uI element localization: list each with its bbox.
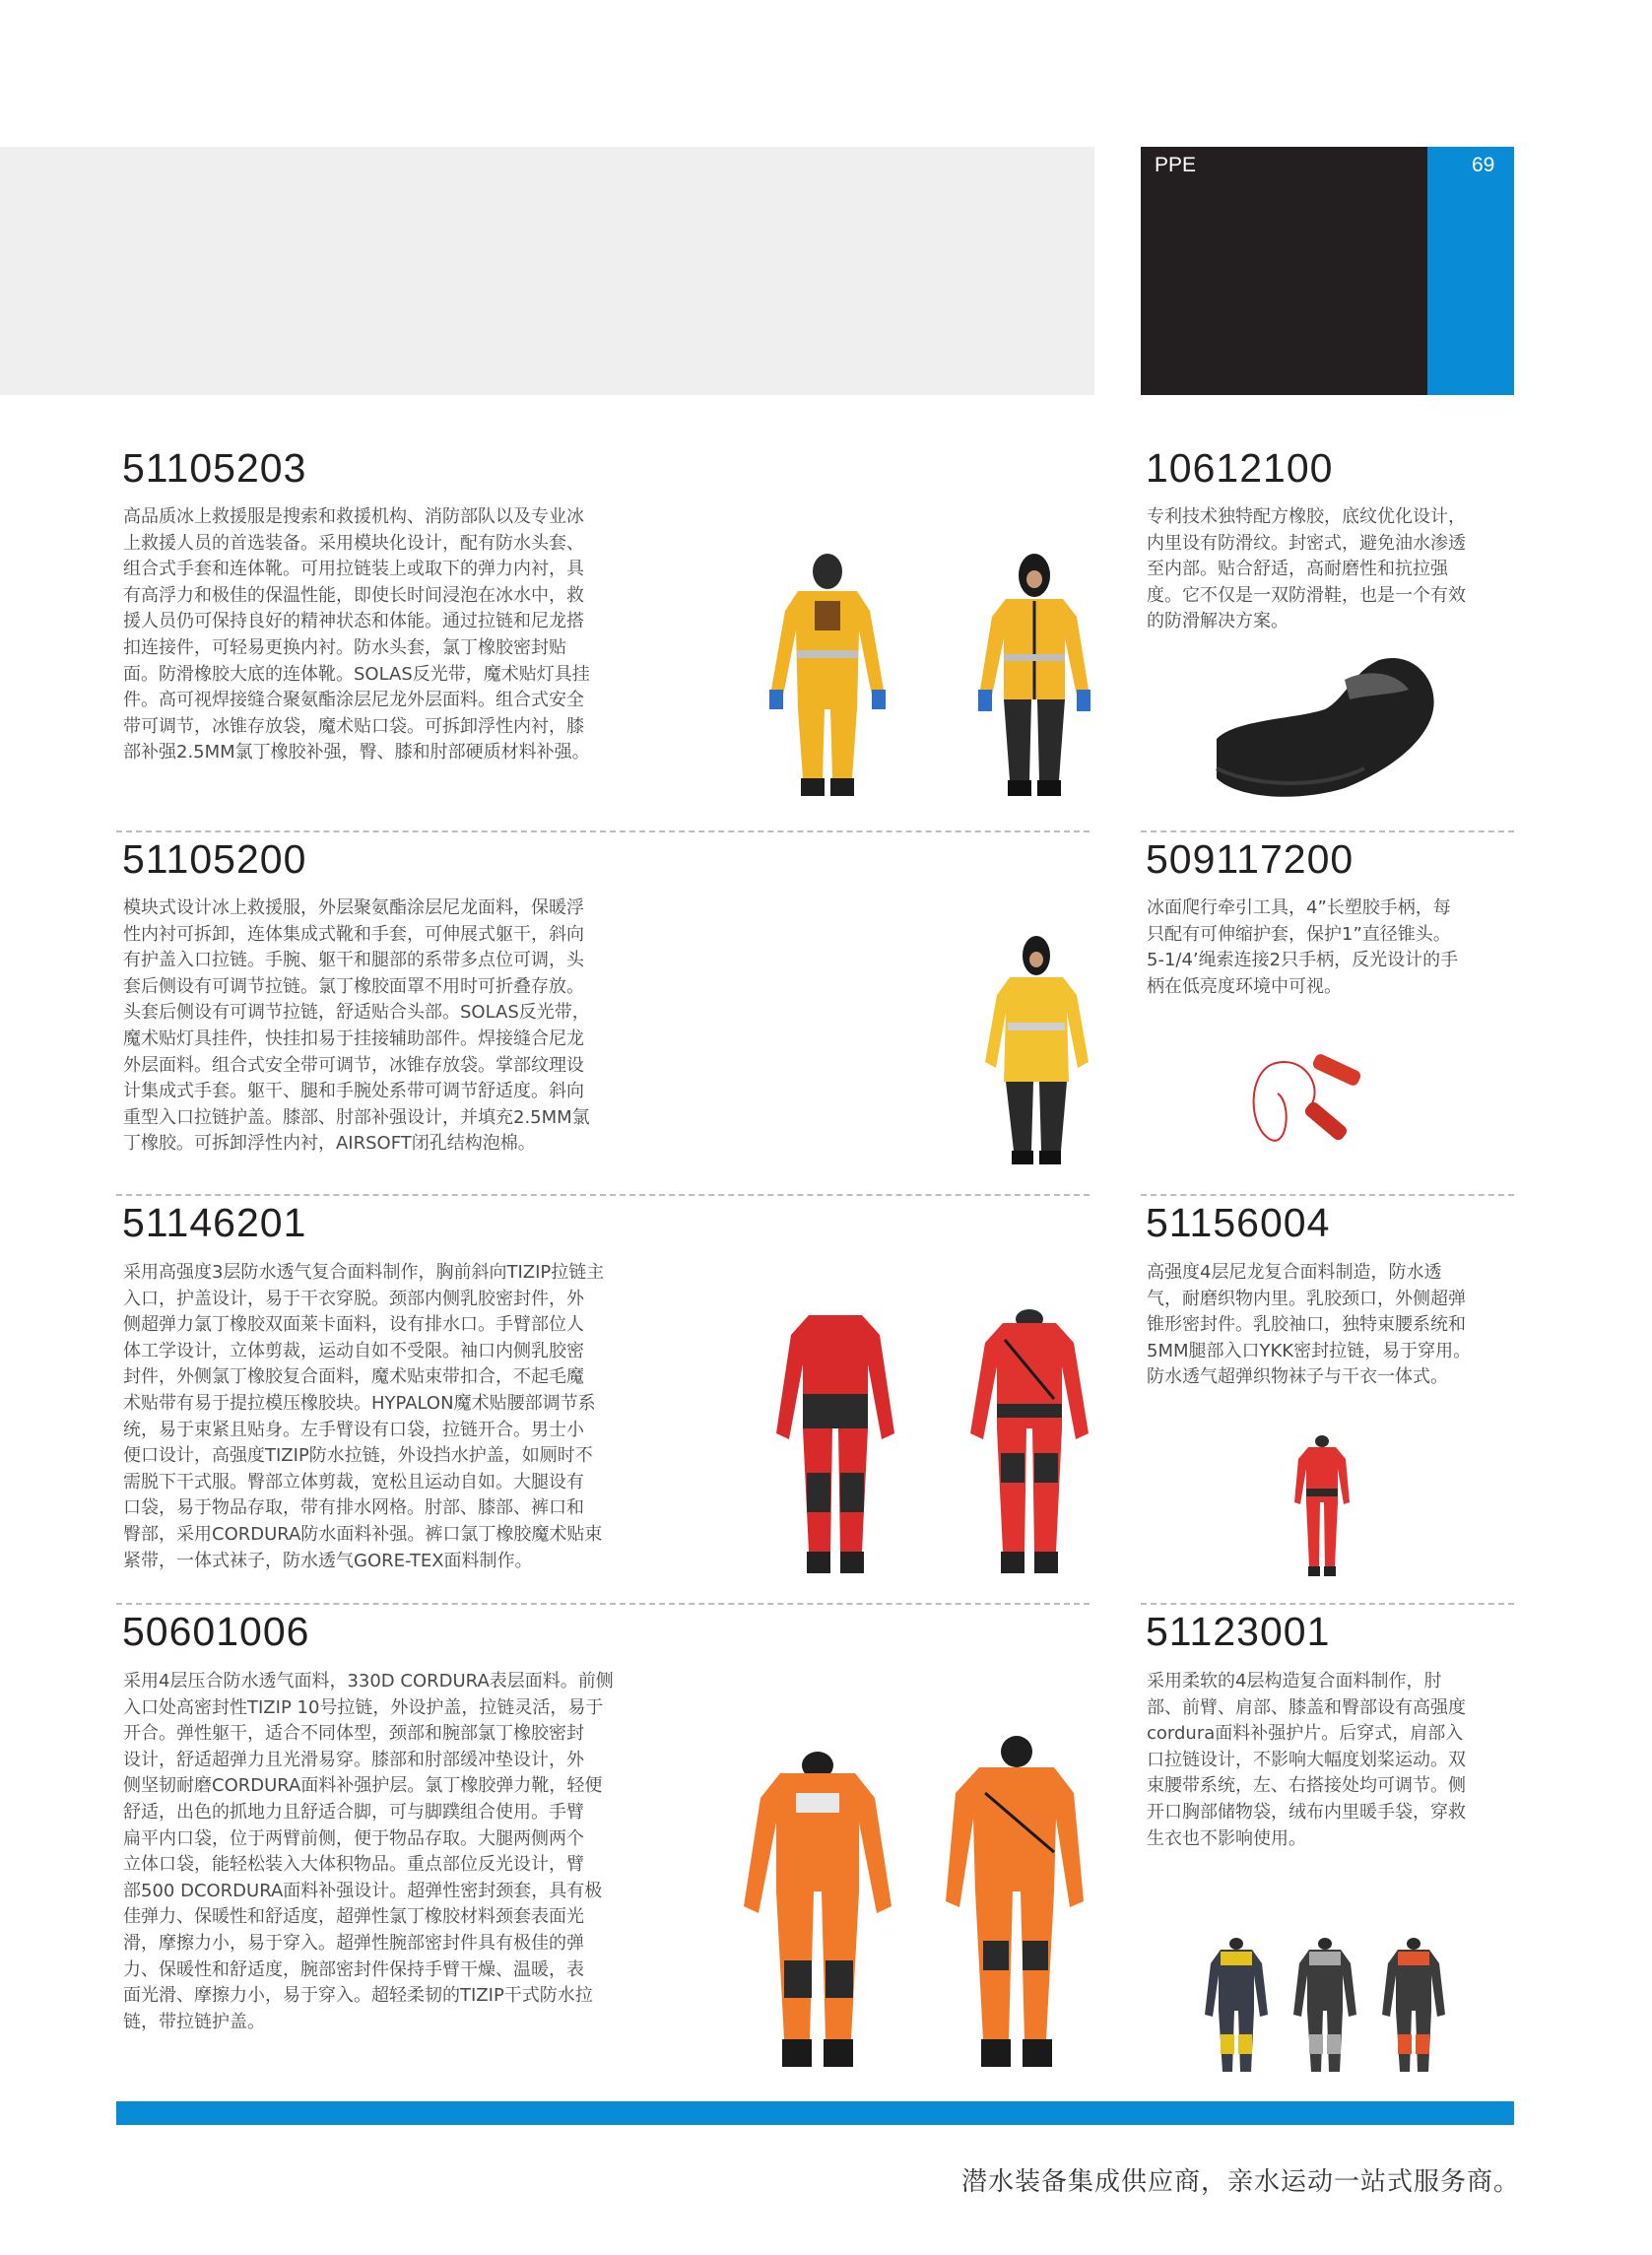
divider	[116, 830, 1090, 832]
description-line: 面。防滑橡胶大底的连体靴。SOLAS反光带，魔术贴灯具挂	[123, 663, 590, 685]
divider	[1141, 830, 1514, 832]
description-line: 防水透气超弹织物袜子与干衣一体式。	[1147, 1366, 1448, 1388]
description-line: 组合式手套和连体靴。可用拉链装上或取下的弹力内衬，具	[123, 559, 584, 580]
ice-rescue-suit-worn-image	[980, 934, 1093, 1170]
description-line: 部500 DCORDURA面料补强设计。超弹性密封颈套，具有极	[123, 1880, 603, 1901]
description-line: 计集成式手套。躯干、腿和手腕处系带可调节舒适度。斜向	[123, 1081, 584, 1102]
description-line: 丁橡胶。可拆卸浮性内衬，AIRSOFT闭孔结构泡棉。	[123, 1133, 536, 1155]
description-line: 需脱下干式服。臀部立体剪裁，宽松且运动自如。大腿设有	[123, 1471, 584, 1492]
description-line: 统，易于束紧且贴身。左手臂设有口袋，拉链开合。男士小	[123, 1419, 584, 1440]
description-line: 度。它不仅是一双防滑鞋，也是一个有效	[1147, 584, 1466, 606]
description-line: 高品质冰上救援服是搜索和救援机构、消防部队以及专业冰	[123, 506, 584, 527]
page-number: 69	[1472, 154, 1495, 176]
description-line: 部、前臂、肩部、膝盖和臀部设有高强度	[1147, 1696, 1466, 1718]
description-line: 舒适，出色的抓地力且舒适合脚，可与脚蹼组合使用。手臂	[123, 1801, 584, 1823]
description-line: 上救援人员的首选装备。采用模块化设计，配有防水头套、	[123, 532, 584, 554]
description-line: 性内衬可拆卸，连体集成式靴和手套，可伸展式躯干，斜向	[123, 923, 584, 945]
description-line: 立体口袋，能轻松装入大体积物品。重点部位反光设计，臂	[123, 1854, 584, 1876]
description-line: 采用高强度3层防水透气复合面料制作，胸前斜向TIZIP拉链主	[123, 1262, 605, 1283]
description-line: 柄在低亮度环境中可视。	[1147, 975, 1342, 997]
ice-picks-image	[1243, 1044, 1376, 1172]
description-line: 头套后侧设有可调节拉链，舒适贴合头部。SOLAS反光带，	[123, 1002, 590, 1024]
description-line: 有高浮力和极佳的保温性能，即使长时间浸泡在冰水中，救	[123, 584, 584, 606]
description-line: 锥形密封件。乳胶袖口，独特束腰系统和	[1147, 1314, 1466, 1336]
product-code: 51146201	[122, 1200, 307, 1245]
product-description	[1147, 504, 1506, 635]
description-line: 冰面爬行牵引工具，4”长塑胶手柄，每	[1147, 897, 1451, 918]
description-line: 术贴带有易于提拉模压橡胶块。HYPALON魔术贴腰部调节系	[123, 1392, 596, 1414]
description-line: 魔术贴灯具挂件，快挂扣易于挂接辅助部件。焊接缝合尼龙	[123, 1028, 584, 1049]
divider	[1141, 1194, 1514, 1196]
description-line: 佳弹力、保暖性和舒适度，超弹性氯丁橡胶材料颈套表面光	[123, 1906, 584, 1928]
description-line: 带可调节，冰锥存放袋，魔术贴口袋。可拆卸浮性内衬，膝	[123, 715, 584, 737]
description-line: 设计，舒适超弹力且光滑易穿。膝部和肘部缓冲垫设计，外	[123, 1749, 584, 1770]
description-line: 扣连接件，可轻易更换内衬。防水头套，氯丁橡胶密封贴	[123, 636, 566, 658]
footer-bar	[116, 2101, 1514, 2125]
description-line: 口拉链设计，不影响大幅度划桨运动。双	[1147, 1749, 1466, 1770]
description-line: 力、保暖性和舒适度，腕部密封件保持手臂干燥、温暖，表	[123, 1958, 584, 1980]
description-line: 高强度4层尼龙复合面料制造，防水透	[1147, 1262, 1442, 1283]
description-line: 模块式设计冰上救援服，外层聚氨酯涂层尼龙面料，保暖浮	[123, 897, 584, 918]
description-line: 侧超弹力氯丁橡胶双面莱卡面料，设有排水口。手臂部位人	[123, 1314, 584, 1336]
description-line: 部补强2.5MM氯丁橡胶补强，臀、膝和肘部硬质材料补强。	[123, 742, 590, 763]
description-line: 封件，外侧氯丁橡胶复合面料，魔术贴束带扣合，不起毛魔	[123, 1366, 584, 1388]
description-line: 链，带拉链护盖。	[123, 2011, 265, 2032]
anti-slip-shoe-image	[1197, 650, 1443, 808]
header-page-block	[1427, 147, 1514, 395]
description-line: 便口设计，高强度TIZIP防水拉链，外设挡水护盖，如厕时不	[123, 1445, 593, 1467]
red-drysuit-back-image	[771, 1305, 899, 1586]
section-label: PPE	[1155, 154, 1197, 176]
description-line: 口袋，易于物品存取，带有排水网格。肘部、膝部、裤口和	[123, 1497, 584, 1519]
description-line: 重型入口拉链护盖。膝部、肘部补强设计，并填充2.5MM氯	[123, 1106, 590, 1128]
description-line: 体工学设计，立体剪裁，运动自如不受限。袖口内侧乳胶密	[123, 1340, 584, 1361]
description-line: 套后侧设有可调节拉链。氯丁橡胶面罩不用时可折叠存放。	[123, 975, 584, 997]
product-code: 50601006	[122, 1609, 310, 1654]
product-code: 51123001	[1146, 1609, 1331, 1654]
description-line: 的防滑解决方案。	[1147, 611, 1289, 632]
ice-rescue-suit-yellow-front-image	[763, 552, 892, 803]
description-line: 件。高可视焊接缝合聚氨酯涂层尼龙外层面料。组合式安全	[123, 690, 584, 711]
description-line: 有护盖入口拉链。手腕、躯干和腿部的系带多点位可调，头	[123, 950, 584, 971]
divider	[116, 1194, 1090, 1196]
description-line: 采用4层压合防水透气面料，330D CORDURA表层面料。前侧	[123, 1671, 614, 1691]
product-code: 51156004	[1146, 1200, 1331, 1245]
product-description	[123, 1260, 651, 1574]
product-code: 51105203	[122, 445, 307, 491]
description-line: 紧带，一体式袜子，防水透气GORE-TEX面料制作。	[123, 1550, 533, 1571]
description-line: 面光滑、摩擦力小，易于穿入。超轻柔韧的TIZIP干式防水拉	[123, 1985, 593, 2007]
product-description	[1147, 895, 1506, 1000]
description-line: 束腰带系统，左、右搭接处均可调节。侧	[1147, 1775, 1466, 1797]
product-code: 10612100	[1146, 445, 1334, 491]
description-line: 5MM腿部入口YKK密封拉链，易于穿用。	[1147, 1340, 1472, 1361]
orange-drysuit-angled-image	[936, 1734, 1093, 2079]
divider	[116, 1603, 1090, 1605]
drysuit-three-colors-image	[1197, 1936, 1458, 2084]
ice-rescue-suit-yellow-worn-image	[970, 552, 1098, 803]
description-line: 入口处高密封性TIZIP 10号拉链，外设护盖，拉链灵活，易于	[123, 1696, 604, 1718]
description-line: 入口，护盖设计，易于干衣穿脱。颈部内侧乳胶密封件，外	[123, 1288, 584, 1309]
description-line: 至内部。贴合舒适，高耐磨性和抗拉强	[1147, 559, 1448, 580]
description-line: 扁平内口袋，位于两臂前侧，便于物品存取。大腿两侧两个	[123, 1827, 584, 1849]
product-code: 509117200	[1146, 836, 1355, 882]
description-line: 滑，摩擦力小，易于穿入。超弹性腕部密封件具有极佳的弹	[123, 1932, 584, 1954]
product-description	[123, 504, 651, 766]
footer-tagline: 潜水装备集成供应商，亲水运动一站式服务商。	[960, 2167, 1520, 2197]
header-gray-band	[0, 147, 1094, 395]
description-line: 臀部，采用CORDURA防水面料补强。裤口氯丁橡胶魔术贴束	[123, 1523, 603, 1545]
description-line: 5-1/4’绳索连接2只手柄，反光设计的手	[1147, 950, 1459, 971]
description-line: 侧坚韧耐磨CORDURA面料补强护层。氯丁橡胶弹力靴，轻便	[123, 1775, 603, 1797]
description-line: 援人员仍可保持良好的精神状态和体能。通过拉链和尼龙搭	[123, 611, 584, 632]
description-line: 生衣也不影响使用。	[1147, 1827, 1306, 1849]
red-drysuit-front-image	[965, 1305, 1093, 1586]
description-line: 外层面料。组合式安全带可调节，冰锥存放袋。掌部纹理设	[123, 1054, 584, 1076]
product-code: 51105200	[122, 836, 307, 882]
description-line: 开合。弹性躯干，适合不同体型，颈部和腕部氯丁橡胶密封	[123, 1723, 584, 1745]
product-description	[123, 895, 651, 1158]
red-drysuit-small-image	[1292, 1433, 1352, 1581]
product-description	[1147, 1260, 1506, 1391]
description-line: 内里设有防滑纹。封密式，避免油水渗透	[1147, 532, 1466, 554]
description-line: 专利技术独特配方橡胶，底纹优化设计，	[1147, 506, 1466, 527]
description-line: cordura面料补强护片。后穿式，肩部入	[1147, 1723, 1464, 1745]
divider	[1141, 1603, 1514, 1605]
description-line: 采用柔软的4层构造复合面料制作，肘	[1147, 1671, 1442, 1691]
description-line: 只配有可伸缩护套，保护1”直径锥头。	[1147, 923, 1451, 945]
product-description	[123, 1669, 651, 2035]
product-description	[1147, 1669, 1506, 1852]
orange-drysuit-front-image	[739, 1744, 896, 2079]
description-line: 开口胸部储物袋，绒布内里暖手袋，穿救	[1147, 1801, 1466, 1823]
description-line: 气，耐磨织物内里。乳胶颈口，外侧超弹	[1147, 1288, 1466, 1309]
header-section-block	[1141, 147, 1427, 395]
